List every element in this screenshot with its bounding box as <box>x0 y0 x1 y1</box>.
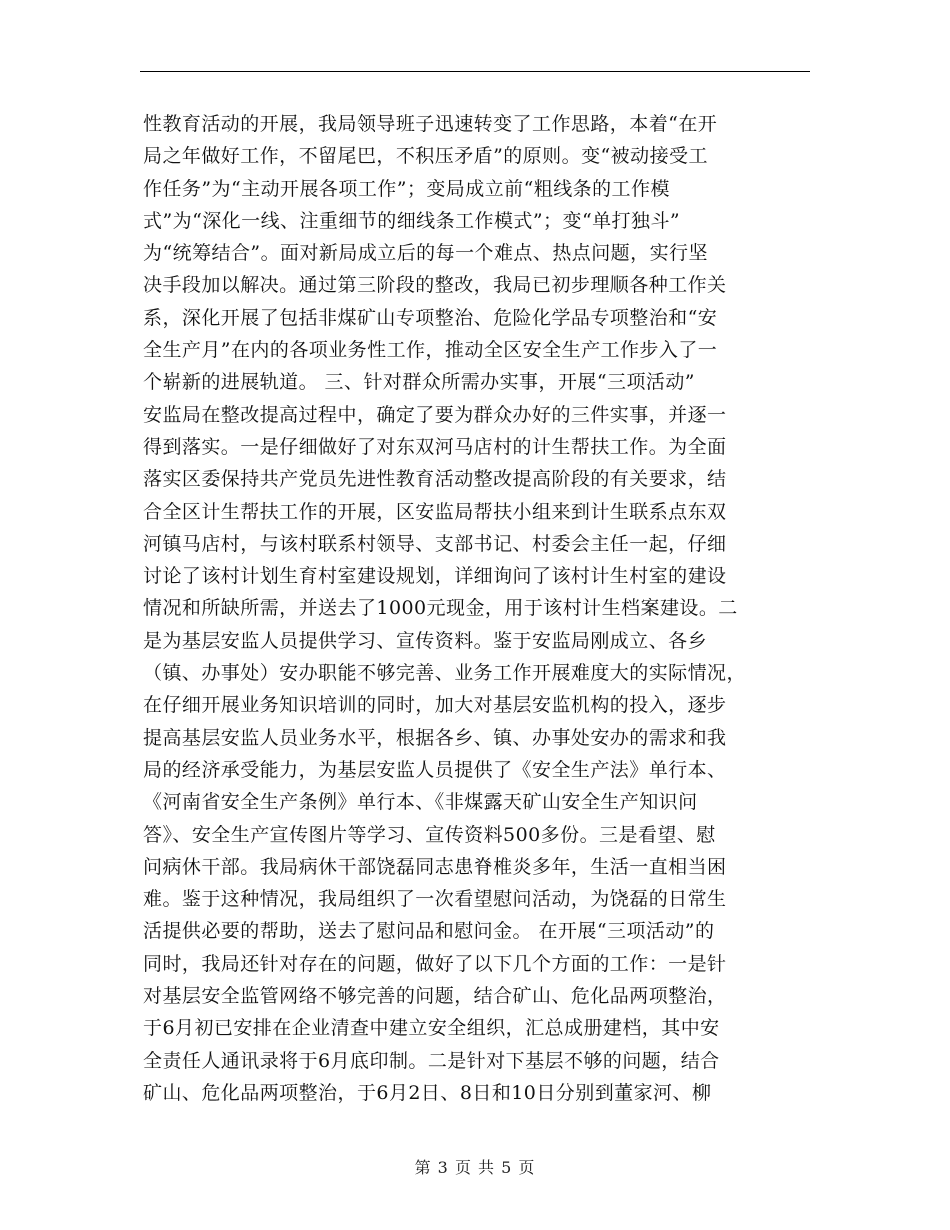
text-line: 全生产月”在内的各项业务性工作，推动全区安全生产工作步入了一 <box>143 339 718 362</box>
text-line: 系，深化开展了包括非煤矿山专项整治、危险化学品专项整治和“安 <box>143 306 718 329</box>
text-line: 作任务”为“主动开展各项工作”；变局成立前“粗线条的工作模 <box>143 177 670 200</box>
text-line: 为“统筹结合”。面对新局成立后的每一个难点、热点问题，实行坚 <box>143 242 708 265</box>
text-line: 是为基层安监人员提供学习、宣传资料。鉴于安监局刚成立、各乡 <box>143 629 708 652</box>
text-line: 提高基层安监人员业务水平，根据各乡、镇、办事处安办的需求和我 <box>143 726 727 749</box>
page-number-footer: 第 3 页 共 5 页 <box>414 1158 536 1177</box>
text-line: 个崭新的进展轨道。 三、针对群众所需办实事，开展“三项活动” <box>143 371 695 394</box>
text-line: 性教育活动的开展，我局领导班子迅速转变了工作思路，本着“在开 <box>143 113 718 135</box>
text-line: （镇、办事处）安办职能不够完善、业务工作开展难度大的实际情况， <box>143 662 746 685</box>
body-text <box>143 108 823 1109</box>
text-line: 对基层安全监管网络不够完善的问题，结合矿山、危化品两项整治， <box>143 985 727 1008</box>
text-line: 答》、安全生产宣传图片等学习、宣传资料500多份。三是看望、慰 <box>143 823 716 846</box>
text-line: 活提供必要的帮助，送去了慰问品和慰问金。 在开展“三项活动”的 <box>143 920 715 943</box>
text-line: 同时，我局还针对存在的问题，做好了以下几个方面的工作：一是针 <box>143 952 727 975</box>
text-line: 问病休干部。我局病休干部饶磊同志患脊椎炎多年，生活一直相当困 <box>143 855 727 878</box>
text-line: 矿山、危化品两项整治，于6月2日、8日和10日分别到董家河、柳 <box>143 1081 712 1104</box>
text-line: 全责任人通讯录将于6月底印制。二是针对下基层不够的问题，结合 <box>143 1049 720 1072</box>
text-line: 情况和所缺所需，并送去了1000元现金，用于该村计生档案建设。二 <box>143 597 738 620</box>
text-line: 安监局在整改提高过程中，确定了要为群众办好的三件实事，并逐一 <box>143 403 727 426</box>
text-line: 局的经济承受能力，为基层安监人员提供了《安全生产法》单行本、 <box>143 758 727 781</box>
text-line: 难。鉴于这种情况，我局组织了一次看望慰问活动，为饶磊的日常生 <box>143 888 727 911</box>
text-line: 讨论了该村计划生育村室建设规划，详细询问了该村计生村室的建设 <box>143 565 727 588</box>
header-rule <box>140 71 810 72</box>
text-line: 《河南省安全生产条例》单行本、《非煤露天矿山安全生产知识问 <box>143 791 698 814</box>
text-line: 式”为“深化一线、注重细节的细线条工作模式”；变“单打独斗” <box>143 209 681 232</box>
text-line: 得到落实。一是仔细做好了对东双河马店村的计生帮扶工作。为全面 <box>143 435 727 458</box>
text-line: 合全区计生帮扶工作的开展，区安监局帮扶小组来到计生联系点东双 <box>143 500 727 523</box>
text-line: 在仔细开展业务知识培训的同时，加大对基层安监机构的投入，逐步 <box>143 694 727 717</box>
text-line: 落实区委保持共产党员先进性教育活动整改提高阶段的有关要求，结 <box>143 468 727 491</box>
text-line: 局之年做好工作，不留尾巴，不积压矛盾”的原则。变“被动接受工 <box>143 145 708 168</box>
text-line: 河镇马店村，与该村联系村领导、支部书记、村委会主任一起，仔细 <box>143 532 727 555</box>
text-line: 决手段加以解决。通过第三阶段的整改，我局已初步理顺各种工作关 <box>143 274 727 297</box>
text-line: 于6月初已安排在企业清查中建立安全组织，汇总成册建档，其中安 <box>143 1017 720 1040</box>
